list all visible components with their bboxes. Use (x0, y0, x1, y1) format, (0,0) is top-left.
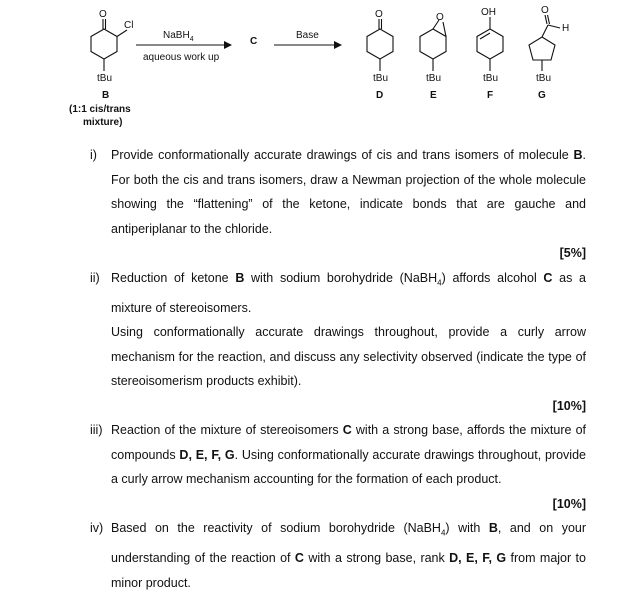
arrow-nabh4 (136, 30, 231, 63)
molecule-d (367, 9, 393, 101)
molecule-e (420, 12, 446, 101)
g-tbu-label: tBu (536, 73, 552, 84)
compound-b-mixture-note: mixture) (83, 117, 123, 128)
g-oxygen-label: O (541, 5, 549, 16)
question-ii-marks: [10%] (552, 398, 586, 413)
compound-d-label: D (376, 90, 384, 101)
molecule-b (69, 9, 133, 128)
reagent-nabh4-label: NaBH$_4$ (163, 30, 194, 43)
b-tbu-label: tBu (97, 73, 113, 84)
question-ii-part2: Using conformationally accurate drawings throughout, provide a curly arrow mechanism for the reaction, and discuss any selectivity observed (indicate the type of stereoisomerism products exhibit). (111, 325, 586, 388)
question-number: ii) (90, 270, 100, 285)
question-text: Reduction of ketone B with sodium borohydride (NaBH$_4$) affords alcohol C as a mixture of stereoisomers. Using conformationally accurate drawings throughout, provide a curly arrow mechanism for the reaction, and discuss any selectivity observed (indicate the type of stereoisomerism products exhibit). (111, 266, 586, 394)
e-tbu-label: tBu (426, 73, 442, 84)
reagent-base-label: Base (296, 30, 319, 41)
question-text: Provide conformationally accurate drawings of cis and trans isomers of molecule B. For both the cis and trans isomers, draw a Newman projection of the whole molecule showing the “flattening” of the ketone, indicate bonds that are gauche and antiperiplanar to the chloride. (111, 148, 586, 236)
compound-b-ratio-note: (1:1 cis/trans (69, 104, 131, 115)
compound-e-label: E (430, 90, 437, 101)
compound-b-label: B (102, 90, 110, 101)
question-iii-marks: [10%] (552, 496, 586, 511)
f-hydroxyl-label: OH (481, 7, 496, 18)
molecule-f (477, 7, 503, 101)
arrow-base (274, 30, 341, 45)
question-list (90, 143, 586, 595)
question-number: iii) (90, 423, 103, 437)
question-text: Based on the reactivity of sodium borohydride (NaBH$_4$) with B, and on your understanding of the reaction of C with a strong base, rank D, E, F, G from major to minor product. (111, 521, 587, 590)
question-ii (90, 266, 586, 394)
question-text: Reaction of the mixture of stereoisomers C with a strong base, affords the mixture of compounds D, E, F, G. Using conformationally accurate drawings throughout, provide a curly arrow mechanism accounting for the formation of each product. (111, 423, 586, 486)
question-iv (90, 516, 586, 595)
question-iii (90, 418, 586, 492)
d-oxygen-label: O (375, 9, 383, 20)
b-chlorine-label: Cl (124, 20, 134, 31)
molecule-g (529, 5, 569, 101)
b-oxygen-label: O (99, 9, 107, 20)
compound-c-label: C (250, 36, 258, 47)
d-tbu-label: tBu (373, 73, 389, 84)
g-hydrogen-label: H (562, 23, 570, 34)
question-i-marks: [5%] (559, 246, 586, 260)
compound-g-label: G (538, 90, 546, 101)
reaction-scheme (0, 0, 617, 140)
compound-f-label: F (487, 90, 494, 101)
question-number: iv) (90, 521, 104, 535)
question-number: i) (90, 148, 97, 162)
question-i (90, 143, 586, 241)
f-tbu-label: tBu (483, 73, 499, 84)
reagent-workup-label: aqueous work up (143, 52, 220, 63)
e-oxygen-label: O (436, 12, 444, 23)
